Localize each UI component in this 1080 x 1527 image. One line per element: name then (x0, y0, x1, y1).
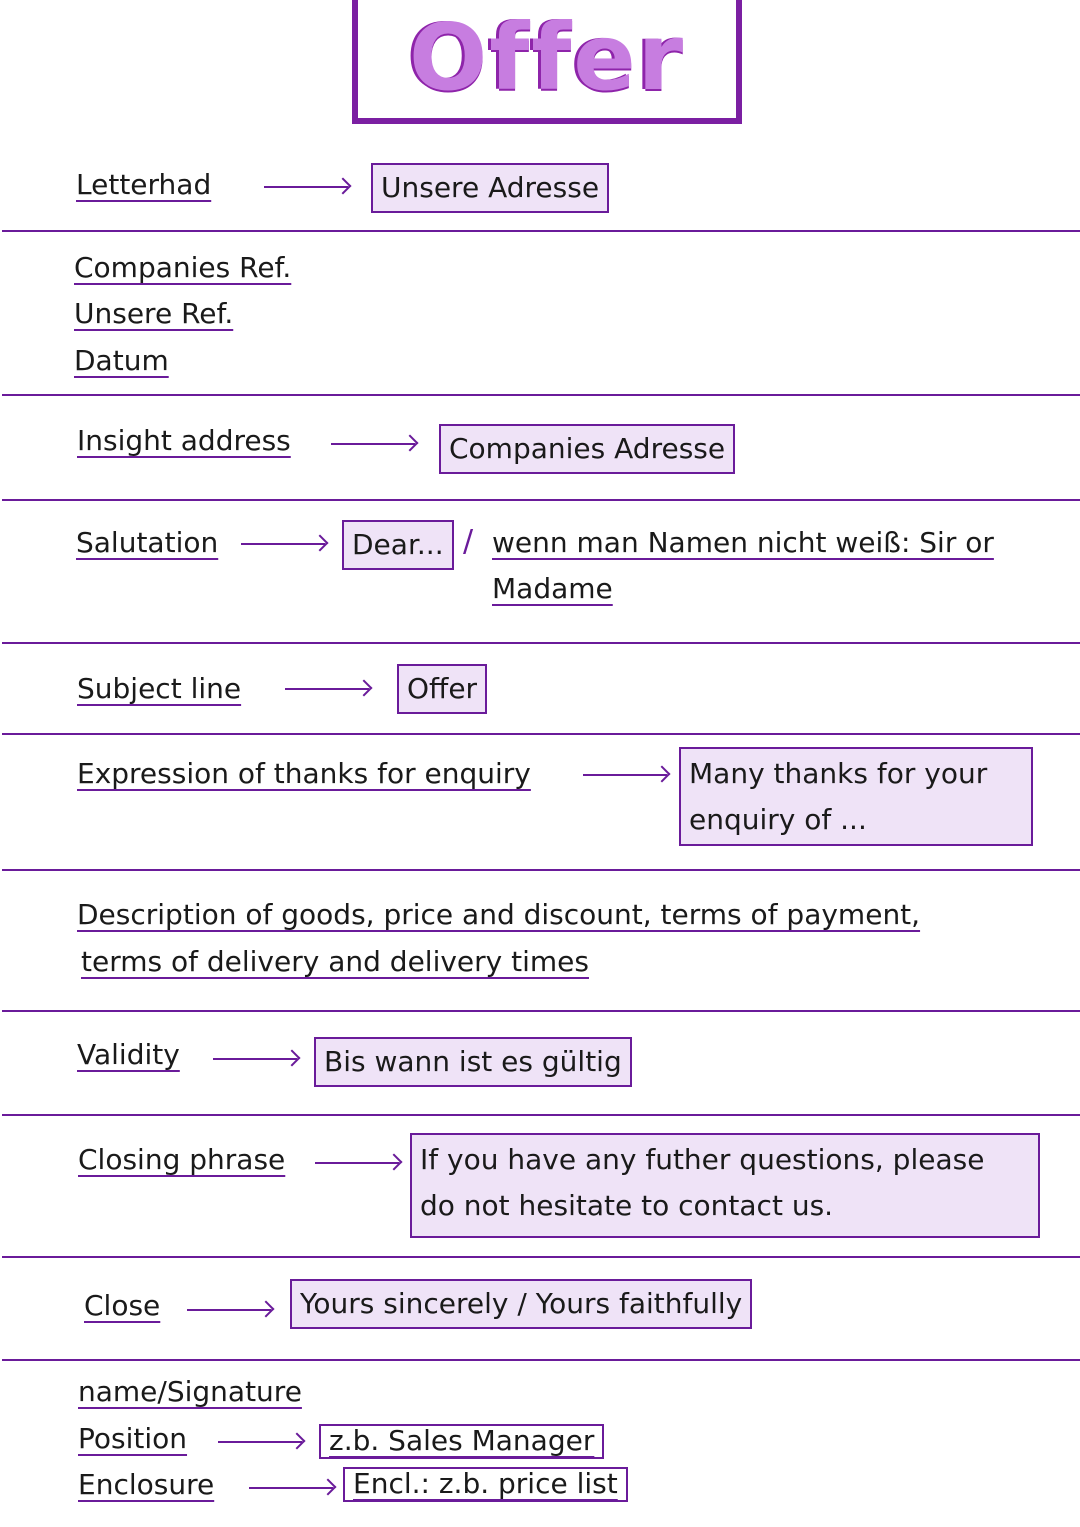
signature-label: name/Signature (78, 1375, 302, 1408)
thanks-value-line1: Many thanks for your (689, 757, 988, 790)
arrow-icon (315, 1162, 399, 1164)
divider (2, 642, 1080, 644)
title-frame (352, 0, 742, 124)
salutation-label: Salutation (76, 526, 219, 559)
salutation-value-box: Dear... (342, 520, 454, 570)
arrow-icon (187, 1309, 271, 1311)
arrow-icon (241, 543, 325, 545)
divider (2, 1256, 1080, 1258)
closing-value-line1: If you have any futher questions, please (420, 1143, 985, 1176)
salutation-note-line1: wenn man Namen nicht weiß: Sir or (492, 526, 994, 559)
divider (2, 1010, 1080, 1012)
inside-address-label: Insight address (77, 424, 291, 457)
validity-value-box: Bis wann ist es gültig (314, 1037, 632, 1087)
divider (2, 394, 1080, 396)
arrow-icon (213, 1058, 297, 1060)
divider (2, 869, 1080, 871)
letterhead-label: Letterhad (76, 168, 212, 201)
close-value-box: Yours sincerely / Yours faithfully (290, 1279, 752, 1329)
closing-value-line2: do not hesitate to contact us. (420, 1189, 834, 1223)
arrow-icon (218, 1441, 302, 1443)
separator-slash: / (463, 524, 474, 559)
thanks-value-line2: enquiry of ... (689, 803, 867, 837)
description-line2: terms of delivery and delivery times (81, 945, 589, 978)
thanks-label: Expression of thanks for enquiry (77, 757, 531, 790)
arrow-icon (583, 774, 667, 776)
subject-value-box: Offer (397, 664, 487, 714)
inside-address-value-box: Companies Adresse (439, 424, 735, 474)
arrow-icon (249, 1487, 333, 1489)
arrow-icon (285, 688, 369, 690)
letterhead-value-box: Unsere Adresse (371, 163, 609, 213)
divider (2, 1114, 1080, 1116)
divider (2, 1359, 1080, 1361)
page-title: Offer (408, 4, 686, 111)
validity-label: Validity (77, 1038, 180, 1071)
divider (2, 733, 1080, 735)
description-line1: Description of goods, price and discount, terms of payment, (77, 898, 921, 931)
thanks-value-box (679, 747, 1033, 846)
divider (2, 499, 1080, 501)
our-ref-label: Unsere Ref. (74, 297, 234, 330)
enclosure-value-box: Encl.: z.b. price list (343, 1467, 628, 1502)
companies-ref-label: Companies Ref. (74, 251, 292, 284)
divider (2, 230, 1080, 232)
salutation-note-line2: Madame (492, 572, 613, 605)
closing-phrase-label: Closing phrase (78, 1143, 286, 1176)
arrow-icon (264, 186, 348, 188)
position-value-box: z.b. Sales Manager (319, 1424, 604, 1459)
close-label: Close (84, 1289, 161, 1322)
subject-line-label: Subject line (77, 672, 242, 705)
position-label: Position (78, 1422, 188, 1455)
arrow-icon (331, 443, 415, 445)
date-label: Datum (74, 344, 169, 377)
enclosure-label: Enclosure (78, 1468, 215, 1501)
closing-phrase-value-box (410, 1133, 1040, 1238)
